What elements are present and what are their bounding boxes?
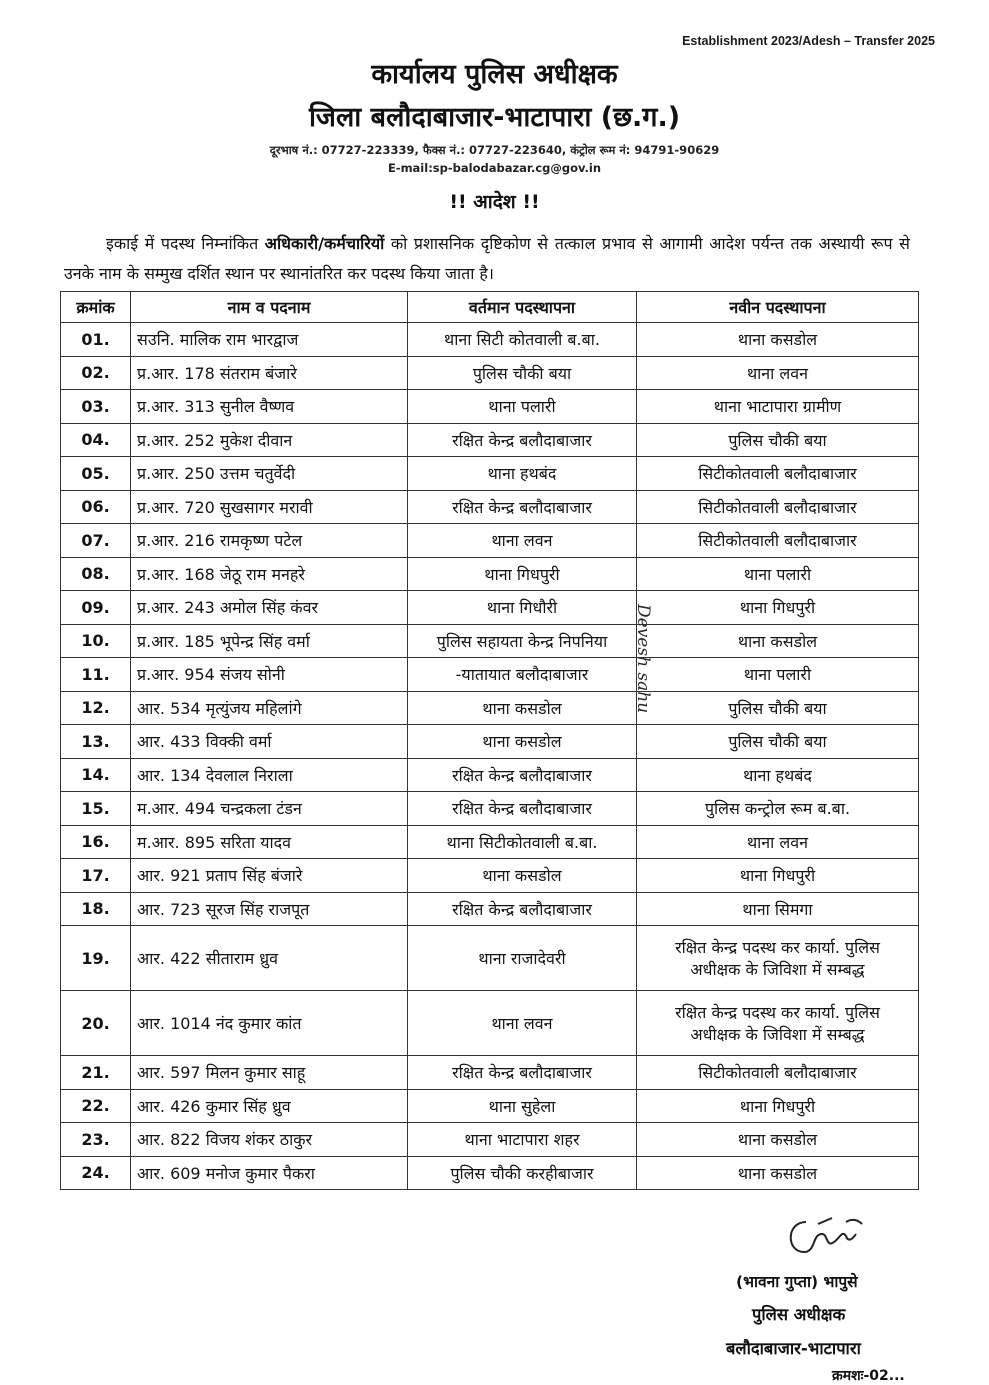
row-serial: 24. [61, 1156, 131, 1190]
row-name: प्र.आर. 313 सुनील वैष्णव [131, 390, 408, 424]
row-current-posting: थाना लवन [408, 524, 637, 558]
intro-part1: इकाई में पदस्थ निम्नांकित [106, 234, 265, 253]
row-name: आर. 422 सीताराम ध्रुव [131, 926, 408, 991]
row-name: आर. 534 मृत्युंजय महिलांगे [131, 691, 408, 725]
table-body [61, 323, 919, 1190]
row-new-posting: थाना भाटापारा ग्रामीण [637, 390, 919, 424]
email-address: E-mail:sp-balodabazar.cg@gov.in [387, 161, 602, 175]
row-new-posting-line2: अधीक्षक के जिविशा में सम्बद्ध [690, 960, 865, 979]
margin-note-handwritten [612, 604, 702, 714]
row-current-posting: थाना राजादेवरी [408, 926, 637, 991]
row-current-posting: रक्षित केन्द्र बलौदाबाजार [408, 758, 637, 792]
row-current-posting: रक्षित केन्द्र बलौदाबाजार [408, 423, 637, 457]
row-serial: 03. [61, 390, 131, 424]
row-new-posting: पुलिस चौकी बया [637, 691, 919, 725]
table-row [61, 825, 919, 859]
row-current-posting: थाना गिधौरी [408, 591, 637, 625]
table-row [61, 524, 919, 558]
table-row [61, 1056, 919, 1090]
row-name: आर. 921 प्रताप सिंह बंजारे [131, 859, 408, 893]
table-header-row [61, 292, 919, 323]
row-name: आर. 1014 नंद कुमार कांत [131, 991, 408, 1056]
row-name: प्र.आर. 185 भूपेन्द्र सिंह वर्मा [131, 624, 408, 658]
row-current-posting: थाना पलारी [408, 390, 637, 424]
row-current-posting: थाना लवन [408, 991, 637, 1056]
row-current-posting: रक्षित केन्द्र बलौदाबाजार [408, 792, 637, 826]
row-name: आर. 609 मनोज कुमार पैकरा [131, 1156, 408, 1190]
row-current-posting: थाना भाटापारा शहर [408, 1123, 637, 1157]
row-serial: 21. [61, 1056, 131, 1090]
row-serial: 12. [61, 691, 131, 725]
row-name: प्र.आर. 954 संजय सोनी [131, 658, 408, 692]
row-serial: 08. [61, 557, 131, 591]
order-title: !! आदेश !! [449, 191, 540, 213]
signature-scribble [776, 1212, 876, 1272]
row-current-posting: पुलिस सहायता केन्द्र निपनिया [408, 624, 637, 658]
row-new-posting: थाना सिमगा [637, 892, 919, 926]
district-title: जिला बलौदाबाजार-भाटापारा (छ.ग.) [308, 102, 681, 133]
row-new-posting: पुलिस कन्ट्रोल रूम ब.बा. [637, 792, 919, 826]
row-new-posting: सिटीकोतवाली बलौदाबाजार [637, 490, 919, 524]
row-new-posting: थाना हथबंद [637, 758, 919, 792]
row-new-posting: थाना लवन [637, 356, 919, 390]
row-serial: 19. [61, 926, 131, 991]
row-serial: 23. [61, 1123, 131, 1157]
table-row [61, 1089, 919, 1123]
continuation-note: क्रमशः-02... [832, 1368, 905, 1384]
header-name: नाम व पदनाम [131, 292, 408, 323]
row-name: आर. 597 मिलन कुमार साहू [131, 1056, 408, 1090]
row-name: सउनि. मालिक राम भारद्वाज [131, 323, 408, 357]
row-serial: 14. [61, 758, 131, 792]
row-new-posting: थाना पलारी [637, 557, 919, 591]
signatory-name: (भावना गुप्ता) भापुसे [736, 1273, 858, 1291]
row-new-posting-line1: रक्षित केन्द्र पदस्थ कर कार्या. पुलिस [675, 938, 880, 957]
intro-bold: अधिकारी/कर्मचारियों [264, 234, 385, 253]
row-serial: 22. [61, 1089, 131, 1123]
intro-part2: को प्रशासनिक दृष्टिकोण से तत्काल प्रभाव से आगामी आदेश पर्यन्त तक अस्थायी रूप से उनके नाम के सम्मुख दर्शित स्थान पर स्थानांतरित कर पदस्थ किया जाता है। [64, 234, 910, 283]
row-serial: 07. [61, 524, 131, 558]
row-current-posting: थाना कसडोल [408, 691, 637, 725]
table-row [61, 390, 919, 424]
row-name: म.आर. 895 सरिता यादव [131, 825, 408, 859]
row-new-posting: पुलिस चौकी बया [637, 725, 919, 759]
table-row [61, 991, 919, 1056]
signatory-place: बलौदाबाजार-भाटापारा [726, 1339, 861, 1358]
row-name: प्र.आर. 250 उत्तम चतुर्वेदी [131, 457, 408, 491]
row-current-posting: थाना सिटी कोतवाली ब.बा. [408, 323, 637, 357]
row-name: प्र.आर. 243 अमोल सिंह कंवर [131, 591, 408, 625]
table-row [61, 356, 919, 390]
table-row [61, 1123, 919, 1157]
row-current-posting: थाना सुहेला [408, 1089, 637, 1123]
header-current-posting: वर्तमान पदस्थापना [408, 292, 637, 323]
row-name: आर. 433 विक्की वर्मा [131, 725, 408, 759]
row-serial: 13. [61, 725, 131, 759]
row-new-posting: थाना गिधपुरी [637, 859, 919, 893]
row-current-posting: थाना सिटीकोतवाली ब.बा. [408, 825, 637, 859]
table-row [61, 658, 919, 692]
row-current-posting: रक्षित केन्द्र बलौदाबाजार [408, 490, 637, 524]
row-name: आर. 822 विजय शंकर ठाकुर [131, 1123, 408, 1157]
row-name: प्र.आर. 720 सुखसागर मरावी [131, 490, 408, 524]
table-row [61, 725, 919, 759]
table-row [61, 423, 919, 457]
row-new-posting: पुलिस चौकी बया [637, 423, 919, 457]
table-row [61, 591, 919, 625]
header-serial: क्रमांक [61, 292, 131, 323]
row-name: प्र.आर. 252 मुकेश दीवान [131, 423, 408, 457]
row-new-posting-line2: अधीक्षक के जिविशा में सम्बद्ध [690, 1025, 865, 1044]
row-serial: 01. [61, 323, 131, 357]
row-new-posting: थाना कसडोल [637, 1123, 919, 1157]
table-row [61, 758, 919, 792]
transfer-table [60, 291, 919, 1190]
table-row [61, 557, 919, 591]
table-row [61, 691, 919, 725]
office-title: कार्यालय पुलिस अधीक्षक [371, 59, 618, 90]
row-new-posting [637, 926, 919, 991]
row-new-posting: थाना लवन [637, 825, 919, 859]
row-current-posting: थाना गिधपुरी [408, 557, 637, 591]
row-serial: 05. [61, 457, 131, 491]
row-new-posting: थाना पलारी [637, 658, 919, 692]
row-serial: 11. [61, 658, 131, 692]
row-name: आर. 426 कुमार सिंह ध्रुव [131, 1089, 408, 1123]
row-serial: 06. [61, 490, 131, 524]
row-current-posting: थाना कसडोल [408, 859, 637, 893]
row-current-posting: थाना हथबंद [408, 457, 637, 491]
reference-number: Establishment 2023/Adesh – Transfer 2025 [682, 34, 935, 48]
row-current-posting: पुलिस चौकी बया [408, 356, 637, 390]
table-row [61, 859, 919, 893]
row-new-posting: सिटीकोतवाली बलौदाबाजार [637, 1056, 919, 1090]
margin-note-text: Devesh sahu [633, 604, 653, 714]
table-row [61, 792, 919, 826]
row-new-posting-line1: रक्षित केन्द्र पदस्थ कर कार्या. पुलिस [675, 1003, 880, 1022]
row-serial: 16. [61, 825, 131, 859]
row-new-posting [637, 991, 919, 1056]
table-row [61, 892, 919, 926]
row-current-posting: पुलिस चौकी करहीबाजार [408, 1156, 637, 1190]
row-new-posting: थाना कसडोल [637, 624, 919, 658]
row-name: प्र.आर. 178 संतराम बंजारे [131, 356, 408, 390]
row-new-posting: थाना गिधपुरी [637, 1089, 919, 1123]
table-row [61, 926, 919, 991]
row-current-posting: थाना कसडोल [408, 725, 637, 759]
table-row [61, 490, 919, 524]
row-name: आर. 134 देवलाल निराला [131, 758, 408, 792]
row-name: म.आर. 494 चन्द्रकला टंडन [131, 792, 408, 826]
row-serial: 02. [61, 356, 131, 390]
row-serial: 20. [61, 991, 131, 1056]
row-new-posting: सिटीकोतवाली बलौदाबाजार [637, 457, 919, 491]
row-serial: 18. [61, 892, 131, 926]
table-row [61, 457, 919, 491]
row-name: आर. 723 सूरज सिंह राजपूत [131, 892, 408, 926]
row-name: प्र.आर. 216 रामकृष्ण पटेल [131, 524, 408, 558]
table-row [61, 624, 919, 658]
table-row [61, 323, 919, 357]
row-serial: 15. [61, 792, 131, 826]
row-serial: 04. [61, 423, 131, 457]
header-new-posting: नवीन पदस्थापना [637, 292, 919, 323]
row-new-posting: थाना गिधपुरी [637, 591, 919, 625]
signatory-designation: पुलिस अधीक्षक [752, 1305, 846, 1324]
row-name: प्र.आर. 168 जेठू राम मनहरे [131, 557, 408, 591]
row-current-posting: रक्षित केन्द्र बलौदाबाजार [408, 1056, 637, 1090]
contact-numbers: दूरभाष नं.: 07727-223339, फैक्स नं.: 07727-223640, कंट्रोल रूम नं: 94791-90629 [269, 143, 720, 157]
table-row [61, 1156, 919, 1190]
row-new-posting: थाना कसडोल [637, 323, 919, 357]
row-new-posting: थाना कसडोल [637, 1156, 919, 1190]
row-serial: 17. [61, 859, 131, 893]
row-serial: 09. [61, 591, 131, 625]
row-serial: 10. [61, 624, 131, 658]
intro-paragraph [64, 229, 910, 289]
row-new-posting: सिटीकोतवाली बलौदाबाजार [637, 524, 919, 558]
row-current-posting: रक्षित केन्द्र बलौदाबाजार [408, 892, 637, 926]
row-current-posting: -यातायात बलौदाबाजार [408, 658, 637, 692]
